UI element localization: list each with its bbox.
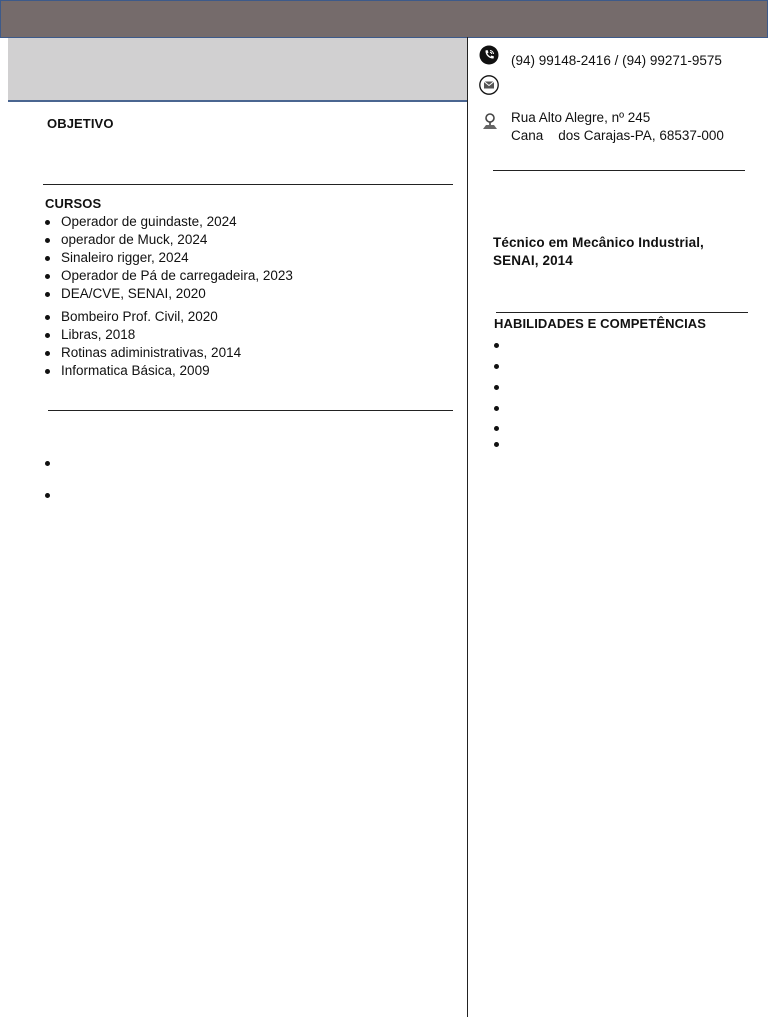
section-divider (48, 410, 453, 411)
objective-heading: OBJETIVO (47, 116, 114, 131)
list-item: Sinaleiro rigger, 2024 (44, 249, 293, 267)
list-item: Rotinas adiministrativas, 2014 (44, 344, 293, 362)
education-line-1: Técnico em Mecânico Industrial, (493, 235, 704, 250)
name-box (8, 38, 468, 102)
skills-heading: HABILIDADES E COMPETÊNCIAS (494, 316, 707, 331)
list-item: Bombeiro Prof. Civil, 2020 (44, 308, 293, 326)
address-line-2: Cana dos Carajas-PA, 68537-000 (511, 128, 724, 143)
empty-bullet (494, 426, 499, 431)
courses-list (44, 213, 293, 380)
section-divider (493, 170, 745, 171)
empty-bullet (45, 493, 50, 498)
section-divider (43, 184, 453, 185)
location-icon (481, 112, 499, 132)
education-line-2: SENAI, 2014 (493, 253, 573, 268)
phone-text: (94) 99148-2416 / (94) 99271-9575 (511, 53, 722, 68)
empty-bullet (494, 385, 499, 390)
header-band (0, 0, 768, 38)
list-item: Informatica Básica, 2009 (44, 362, 293, 380)
empty-bullet (494, 442, 499, 447)
list-item: Operador de guindaste, 2024 (44, 213, 293, 231)
empty-bullet (45, 461, 50, 466)
address-line-1: Rua Alto Alegre, nº 245 (511, 110, 651, 125)
empty-bullet (494, 364, 499, 369)
email-icon (479, 75, 499, 95)
empty-bullet (494, 406, 499, 411)
list-item: Libras, 2018 (44, 326, 293, 344)
list-item: DEA/CVE, SENAI, 2020 (44, 285, 293, 303)
phone-icon (479, 45, 499, 65)
column-divider (467, 37, 468, 1017)
section-divider (496, 312, 748, 313)
courses-heading: CURSOS (45, 196, 102, 211)
list-item: operador de Muck, 2024 (44, 231, 293, 249)
list-item: Operador de Pá de carregadeira, 2023 (44, 267, 293, 285)
empty-bullet (494, 343, 499, 348)
